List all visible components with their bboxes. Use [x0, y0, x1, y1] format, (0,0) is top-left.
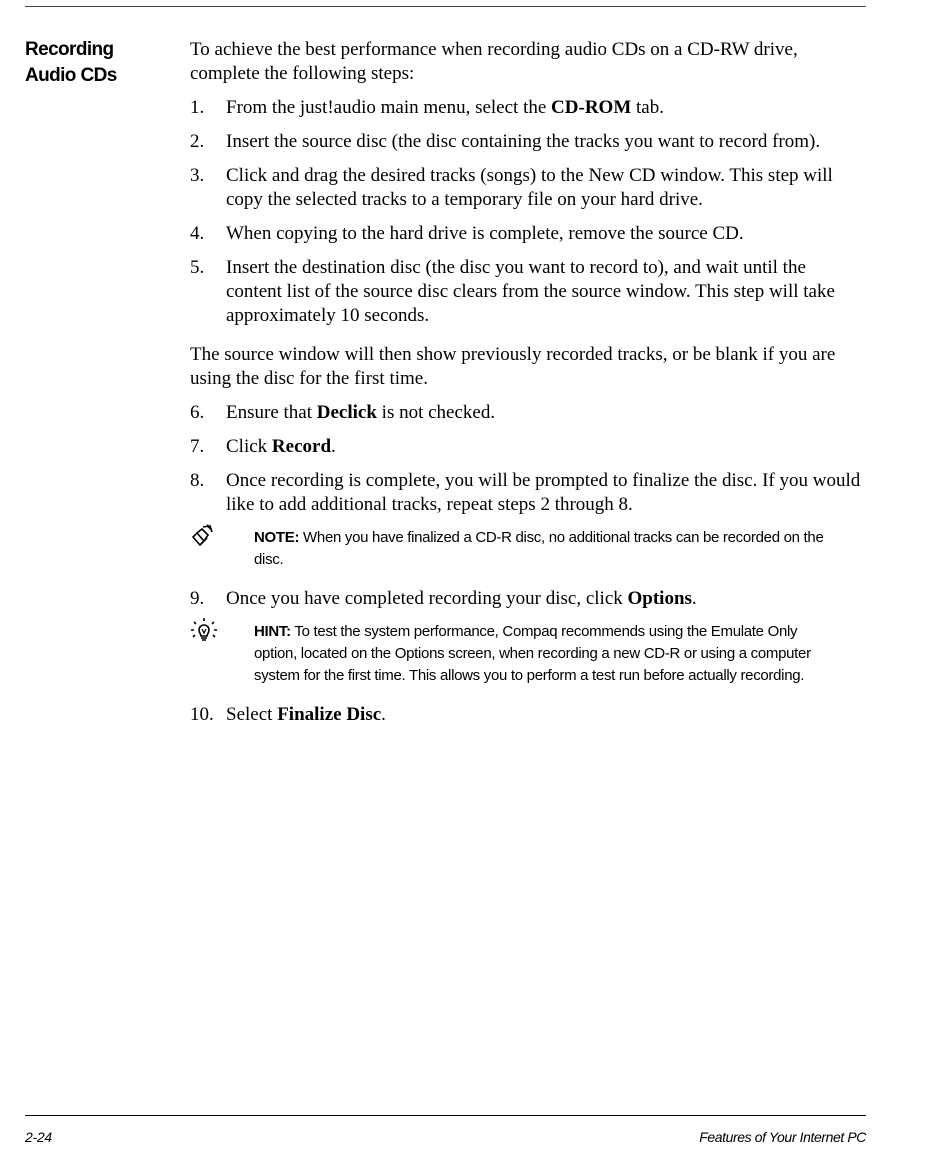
note-text: When you have finalized a CD-R disc, no additional tracks can be recorded on the disc.: [254, 529, 824, 568]
top-rule: [25, 6, 866, 7]
step-number: 2.: [190, 131, 205, 152]
step-item: [190, 587, 866, 611]
step-text: When copying to the hard drive is complete, remove the source CD.: [226, 223, 744, 244]
step-item: [190, 703, 866, 727]
hint-text: To test the system performance, Compaq recommends using the Emulate Only option, located on the Options screen, when recording a new CD-R or using a computer system for the first time. This allows you to perform a test run before actually recording.: [254, 623, 811, 684]
note-label: NOTE:: [254, 529, 300, 546]
section-heading-line-2: Audio CDs: [25, 65, 117, 86]
step-text-end: tab.: [631, 97, 664, 118]
step-item: [190, 96, 866, 120]
step-number: 10.: [190, 704, 214, 725]
steps-list-a: [190, 96, 866, 328]
middle-paragraph: The source window will then show previously recorded tracks, or be blank if you are using the disc for the first time.: [190, 344, 836, 389]
step-text: Insert the destination disc (the disc you want to record to), and wait until the content list of the source disc clears from the source window. This step will take approximately 10 seconds.: [226, 257, 835, 326]
step-bold-term: CD-ROM: [551, 97, 632, 118]
step-text-end: .: [381, 704, 386, 725]
step-text: From the just!audio main menu, select the: [226, 97, 552, 118]
hint-callout: [190, 621, 824, 687]
step-number: 7.: [190, 436, 205, 457]
step-item: [190, 469, 866, 517]
pencil-note-icon: [190, 523, 218, 551]
step-number: 1.: [190, 97, 205, 118]
step-text: Select: [226, 704, 278, 725]
intro-paragraph: To achieve the best performance when recording audio CDs on a CD-RW drive, complete the following steps:: [190, 39, 798, 84]
step-number: 8.: [190, 470, 205, 491]
step-number: 4.: [190, 223, 205, 244]
steps-list-c: [190, 587, 866, 611]
step-bold-term: Declick: [316, 402, 377, 423]
step-number: 3.: [190, 165, 205, 186]
step-item: [190, 130, 866, 154]
step-item: [190, 164, 866, 212]
step-bold-term: Finalize Disc: [277, 704, 382, 725]
step-text: Once you have completed recording your disc, click: [226, 588, 628, 609]
step-text: Click and drag the desired tracks (songs) to the New CD window. This step will copy the selected tracks to a temporary file on your hard drive.: [226, 165, 833, 210]
step-number: 6.: [190, 402, 205, 423]
step-text: Ensure that: [226, 402, 317, 423]
steps-list-b: [190, 401, 866, 517]
step-item: [190, 256, 866, 328]
step-item: [190, 435, 866, 459]
step-number: 5.: [190, 257, 205, 278]
section-heading: [25, 37, 165, 89]
steps-list-d: [190, 703, 866, 727]
note-callout: [190, 527, 824, 571]
step-item: [190, 401, 866, 425]
step-text-end: .: [331, 436, 336, 457]
step-item: [190, 222, 866, 246]
step-text-end: .: [691, 588, 697, 609]
main-content: [190, 38, 866, 737]
section-heading-line-1: Recording: [25, 39, 114, 60]
hint-label: HINT:: [254, 623, 291, 640]
step-number: 9.: [190, 588, 205, 609]
footer-title: Features of Your Internet PC: [699, 1129, 866, 1145]
step-bold-term: Options: [627, 588, 692, 609]
step-text: Once recording is complete, you will be prompted to finalize the disc. If you would like to add additional tracks, repeat steps 2 through 8.: [226, 470, 861, 515]
lightbulb-icon: [190, 617, 218, 645]
page-number: 2-24: [25, 1129, 52, 1145]
step-text-end: is not checked.: [376, 402, 496, 423]
step-text: Insert the source disc (the disc containing the tracks you want to record from).: [226, 131, 821, 152]
step-bold-term: Record: [271, 436, 332, 457]
step-text: Click: [226, 436, 272, 457]
footer-rule: [25, 1115, 866, 1116]
